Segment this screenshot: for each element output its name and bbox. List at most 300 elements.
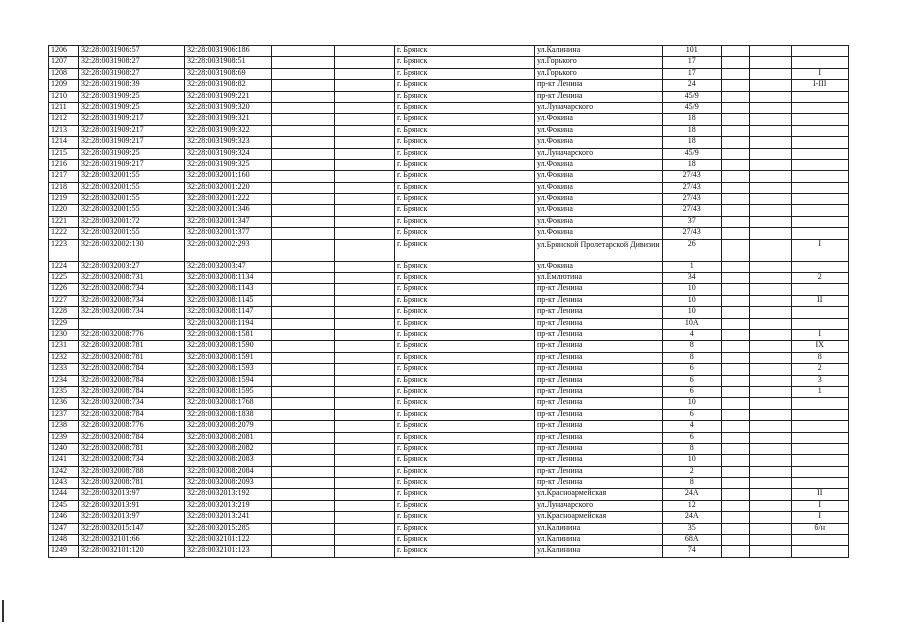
street-cell: ул.Луначарского — [535, 102, 663, 113]
table-row — [49, 102, 849, 113]
object-cadastral-number-cell: 32:28:0031909:322 — [185, 125, 272, 136]
row-number-cell: 1210 — [49, 91, 79, 102]
empty-cell — [721, 489, 749, 500]
premises-number-cell — [791, 171, 848, 182]
empty-cell — [335, 398, 395, 409]
row-number-cell: 1232 — [49, 352, 79, 363]
row-number-cell: 1235 — [49, 386, 79, 397]
empty-cell — [335, 148, 395, 159]
empty-cell — [335, 329, 395, 340]
street-cell: ул.Фокина — [535, 114, 663, 125]
object-cadastral-number-cell: 32:28:0032008:1593 — [185, 364, 272, 375]
row-number-cell: 1213 — [49, 125, 79, 136]
parcel-cadastral-number-cell: 32:28:0032008:784 — [79, 364, 185, 375]
city-cell: г. Брянск — [395, 375, 535, 386]
empty-cell — [272, 125, 335, 136]
premises-number-cell: 3 — [791, 375, 848, 386]
empty-cell — [272, 205, 335, 216]
table-row — [49, 194, 849, 205]
row-number-cell: 1227 — [49, 295, 79, 306]
empty-cell — [272, 546, 335, 557]
parcel-cadastral-number-cell: 32:28:0032008:731 — [79, 273, 185, 284]
premises-number-cell — [791, 443, 848, 454]
street-cell: ул.Фокина — [535, 216, 663, 227]
empty-cell — [272, 91, 335, 102]
empty-cell — [272, 102, 335, 113]
empty-cell — [335, 80, 395, 91]
object-cadastral-number-cell: 32:28:0031908:82 — [185, 80, 272, 91]
empty-cell — [272, 421, 335, 432]
city-cell: г. Брянск — [395, 466, 535, 477]
premises-number-cell — [791, 148, 848, 159]
object-cadastral-number-cell: 32:28:0032008:1591 — [185, 352, 272, 363]
house-number-cell: 8 — [662, 341, 721, 352]
empty-cell — [749, 261, 791, 272]
empty-cell — [335, 57, 395, 68]
city-cell: г. Брянск — [395, 489, 535, 500]
empty-cell — [272, 535, 335, 546]
register-sheet — [48, 45, 849, 558]
premises-number-cell — [791, 398, 848, 409]
table-row — [49, 57, 849, 68]
street-cell: ул.Фокина — [535, 137, 663, 148]
table-row — [49, 284, 849, 295]
row-number-cell: 1219 — [49, 194, 79, 205]
object-cadastral-number-cell: 32:28:0032008:1147 — [185, 307, 272, 318]
object-cadastral-number-cell: 32:28:0032008:2081 — [185, 432, 272, 443]
empty-cell — [272, 523, 335, 534]
parcel-cadastral-number-cell: 32:28:0031909:25 — [79, 102, 185, 113]
empty-cell — [272, 512, 335, 523]
premises-number-cell — [791, 228, 848, 239]
house-number-cell: 27/43 — [662, 171, 721, 182]
row-number-cell: 1241 — [49, 455, 79, 466]
empty-cell — [335, 46, 395, 57]
parcel-cadastral-number-cell: 32:28:0032013:91 — [79, 500, 185, 511]
empty-cell — [335, 364, 395, 375]
street-cell: ул.Фокина — [535, 171, 663, 182]
premises-number-cell — [791, 57, 848, 68]
empty-cell — [721, 341, 749, 352]
empty-cell — [335, 261, 395, 272]
object-cadastral-number-cell: 32:28:0032001:220 — [185, 182, 272, 193]
street-cell: пр-кт Ленина — [535, 284, 663, 295]
empty-cell — [749, 125, 791, 136]
empty-cell — [272, 261, 335, 272]
parcel-cadastral-number-cell: 32:28:0031909:217 — [79, 137, 185, 148]
empty-cell — [749, 341, 791, 352]
table-row — [49, 409, 849, 420]
empty-cell — [272, 352, 335, 363]
premises-number-cell — [791, 409, 848, 420]
premises-number-cell: б/н — [791, 523, 848, 534]
empty-cell — [721, 546, 749, 557]
street-cell: ул.Луначарского — [535, 500, 663, 511]
house-number-cell: 18 — [662, 114, 721, 125]
empty-cell — [335, 137, 395, 148]
row-number-cell: 1208 — [49, 68, 79, 79]
empty-cell — [749, 205, 791, 216]
city-cell: г. Брянск — [395, 535, 535, 546]
empty-cell — [749, 194, 791, 205]
city-cell: г. Брянск — [395, 80, 535, 91]
premises-number-cell — [791, 137, 848, 148]
street-cell: ул.Фокина — [535, 205, 663, 216]
empty-cell — [272, 68, 335, 79]
empty-cell — [721, 364, 749, 375]
city-cell: г. Брянск — [395, 284, 535, 295]
object-cadastral-number-cell: 32:28:0032013:241 — [185, 512, 272, 523]
empty-cell — [335, 489, 395, 500]
object-cadastral-number-cell: 32:28:0032003:47 — [185, 261, 272, 272]
empty-cell — [721, 80, 749, 91]
empty-cell — [272, 239, 335, 261]
empty-cell — [721, 102, 749, 113]
city-cell: г. Брянск — [395, 523, 535, 534]
empty-cell — [749, 329, 791, 340]
empty-cell — [749, 489, 791, 500]
parcel-cadastral-number-cell: 32:28:0032001:55 — [79, 182, 185, 193]
premises-number-cell — [791, 318, 848, 329]
table-row — [49, 273, 849, 284]
empty-cell — [272, 273, 335, 284]
table-row — [49, 91, 849, 102]
empty-cell — [721, 114, 749, 125]
empty-cell — [749, 307, 791, 318]
house-number-cell: 8 — [662, 443, 721, 454]
premises-number-cell — [791, 125, 848, 136]
parcel-cadastral-number-cell: 32:28:0032013:97 — [79, 512, 185, 523]
empty-cell — [335, 318, 395, 329]
empty-cell — [721, 466, 749, 477]
row-number-cell: 1237 — [49, 409, 79, 420]
house-number-cell: 24А — [662, 489, 721, 500]
house-number-cell: 18 — [662, 159, 721, 170]
city-cell: г. Брянск — [395, 261, 535, 272]
house-number-cell: 18 — [662, 125, 721, 136]
house-number-cell: 10 — [662, 284, 721, 295]
street-cell: пр-кт Ленина — [535, 80, 663, 91]
table-row — [49, 535, 849, 546]
empty-cell — [272, 443, 335, 454]
row-number-cell: 1225 — [49, 273, 79, 284]
premises-number-cell — [791, 466, 848, 477]
empty-cell — [721, 239, 749, 261]
empty-cell — [335, 171, 395, 182]
house-number-cell: 27/43 — [662, 194, 721, 205]
premises-number-cell: II — [791, 295, 848, 306]
empty-cell — [272, 171, 335, 182]
empty-cell — [721, 375, 749, 386]
street-cell: пр-кт Ленина — [535, 398, 663, 409]
object-cadastral-number-cell: 32:28:0032101:123 — [185, 546, 272, 557]
premises-number-cell: 1 — [791, 386, 848, 397]
city-cell: г. Брянск — [395, 341, 535, 352]
city-cell: г. Брянск — [395, 159, 535, 170]
row-number-cell: 1223 — [49, 239, 79, 261]
table-row — [49, 512, 849, 523]
object-cadastral-number-cell: 32:28:0031909:323 — [185, 137, 272, 148]
premises-number-cell — [791, 261, 848, 272]
premises-number-cell — [791, 159, 848, 170]
empty-cell — [335, 512, 395, 523]
street-cell: пр-кт Ленина — [535, 432, 663, 443]
object-cadastral-number-cell: 32:28:0032008:1145 — [185, 295, 272, 306]
premises-number-cell — [791, 216, 848, 227]
row-number-cell: 1218 — [49, 182, 79, 193]
object-cadastral-number-cell: 32:28:0032015:285 — [185, 523, 272, 534]
city-cell: г. Брянск — [395, 386, 535, 397]
object-cadastral-number-cell: 32:28:0032001:160 — [185, 171, 272, 182]
city-cell: г. Брянск — [395, 194, 535, 205]
parcel-cadastral-number-cell: 32:28:0032015:147 — [79, 523, 185, 534]
empty-cell — [335, 535, 395, 546]
house-number-cell: 10 — [662, 295, 721, 306]
empty-cell — [749, 80, 791, 91]
city-cell: г. Брянск — [395, 68, 535, 79]
table-row — [49, 329, 849, 340]
table-row — [49, 171, 849, 182]
empty-cell — [335, 455, 395, 466]
city-cell: г. Брянск — [395, 398, 535, 409]
empty-cell — [335, 523, 395, 534]
city-cell: г. Брянск — [395, 228, 535, 239]
empty-cell — [272, 307, 335, 318]
empty-cell — [335, 239, 395, 261]
parcel-cadastral-number-cell: 32:28:0032101:66 — [79, 535, 185, 546]
city-cell: г. Брянск — [395, 329, 535, 340]
row-number-cell: 1229 — [49, 318, 79, 329]
house-number-cell: 6 — [662, 409, 721, 420]
table-row — [49, 295, 849, 306]
premises-number-cell: I — [791, 500, 848, 511]
empty-cell — [749, 171, 791, 182]
empty-cell — [335, 205, 395, 216]
parcel-cadastral-number-cell: 32:28:0032001:55 — [79, 194, 185, 205]
empty-cell — [335, 68, 395, 79]
house-number-cell: 6 — [662, 375, 721, 386]
object-cadastral-number-cell: 32:28:0031909:221 — [185, 91, 272, 102]
empty-cell — [749, 284, 791, 295]
street-cell: ул.Фокина — [535, 228, 663, 239]
street-cell: пр-кт Ленина — [535, 91, 663, 102]
table-row — [49, 364, 849, 375]
empty-cell — [749, 421, 791, 432]
empty-cell — [335, 216, 395, 227]
empty-cell — [272, 159, 335, 170]
city-cell: г. Брянск — [395, 307, 535, 318]
empty-cell — [272, 398, 335, 409]
empty-cell — [272, 114, 335, 125]
empty-cell — [721, 386, 749, 397]
table-row — [49, 239, 849, 261]
empty-cell — [721, 91, 749, 102]
row-number-cell: 1221 — [49, 216, 79, 227]
scan-edge-mark — [2, 600, 4, 622]
street-cell: ул.Калинина — [535, 546, 663, 557]
house-number-cell: 17 — [662, 57, 721, 68]
parcel-cadastral-number-cell: 32:28:0032008:781 — [79, 352, 185, 363]
empty-cell — [749, 546, 791, 557]
empty-cell — [721, 273, 749, 284]
empty-cell — [749, 352, 791, 363]
object-cadastral-number-cell: 32:28:0032008:1590 — [185, 341, 272, 352]
premises-number-cell: 8 — [791, 352, 848, 363]
empty-cell — [721, 137, 749, 148]
parcel-cadastral-number-cell: 32:28:0032002:130 — [79, 239, 185, 261]
parcel-cadastral-number-cell: 32:28:0031909:25 — [79, 91, 185, 102]
city-cell: г. Брянск — [395, 273, 535, 284]
table-row — [49, 421, 849, 432]
house-number-cell: 10А — [662, 318, 721, 329]
premises-number-cell: 2 — [791, 273, 848, 284]
street-cell: пр-кт Ленина — [535, 341, 663, 352]
row-number-cell: 1249 — [49, 546, 79, 557]
premises-number-cell: I-III — [791, 80, 848, 91]
empty-cell — [749, 114, 791, 125]
empty-cell — [335, 273, 395, 284]
row-number-cell: 1248 — [49, 535, 79, 546]
parcel-cadastral-number-cell: 32:28:0032008:784 — [79, 409, 185, 420]
empty-cell — [749, 523, 791, 534]
street-cell: пр-кт Ленина — [535, 364, 663, 375]
street-cell: пр-кт Ленина — [535, 443, 663, 454]
empty-cell — [721, 535, 749, 546]
parcel-cadastral-number-cell: 32:28:0032008:734 — [79, 398, 185, 409]
empty-cell — [749, 68, 791, 79]
city-cell: г. Брянск — [395, 125, 535, 136]
parcel-cadastral-number-cell: 32:28:0032001:55 — [79, 205, 185, 216]
street-cell: пр-кт Ленина — [535, 386, 663, 397]
empty-cell — [272, 318, 335, 329]
row-number-cell: 1224 — [49, 261, 79, 272]
empty-cell — [272, 386, 335, 397]
row-number-cell: 1214 — [49, 137, 79, 148]
street-cell: ул.Фокина — [535, 159, 663, 170]
premises-number-cell — [791, 194, 848, 205]
object-cadastral-number-cell: 32:28:0031906:186 — [185, 46, 272, 57]
empty-cell — [335, 500, 395, 511]
house-number-cell: 37 — [662, 216, 721, 227]
parcel-cadastral-number-cell: 32:28:0032008:734 — [79, 295, 185, 306]
street-cell: пр-кт Ленина — [535, 466, 663, 477]
empty-cell — [272, 489, 335, 500]
city-cell: г. Брянск — [395, 364, 535, 375]
empty-cell — [721, 455, 749, 466]
empty-cell — [335, 284, 395, 295]
object-cadastral-number-cell: 32:28:0032013:219 — [185, 500, 272, 511]
empty-cell — [749, 102, 791, 113]
street-cell: ул.Горького — [535, 68, 663, 79]
empty-cell — [272, 364, 335, 375]
parcel-cadastral-number-cell: 32:28:0031909:217 — [79, 159, 185, 170]
object-cadastral-number-cell: 32:28:0032101:122 — [185, 535, 272, 546]
table-row — [49, 205, 849, 216]
row-number-cell: 1230 — [49, 329, 79, 340]
empty-cell — [749, 295, 791, 306]
parcel-cadastral-number-cell: 32:28:0032008:734 — [79, 284, 185, 295]
row-number-cell: 1238 — [49, 421, 79, 432]
parcel-cadastral-number-cell: 32:28:0032008:781 — [79, 478, 185, 489]
parcel-cadastral-number-cell: 32:28:0032001:55 — [79, 228, 185, 239]
table-row — [49, 500, 849, 511]
parcel-cadastral-number-cell — [79, 318, 185, 329]
object-cadastral-number-cell: 32:28:0031908:51 — [185, 57, 272, 68]
empty-cell — [721, 228, 749, 239]
empty-cell — [335, 91, 395, 102]
house-number-cell: 6 — [662, 432, 721, 443]
empty-cell — [721, 409, 749, 420]
table-row — [49, 443, 849, 454]
empty-cell — [721, 352, 749, 363]
house-number-cell: 17 — [662, 68, 721, 79]
table-row — [49, 68, 849, 79]
house-number-cell: 26 — [662, 239, 721, 261]
table-row — [49, 46, 849, 57]
house-number-cell: 8 — [662, 478, 721, 489]
empty-cell — [749, 512, 791, 523]
house-number-cell: 2 — [662, 466, 721, 477]
object-cadastral-number-cell: 32:28:0032008:1581 — [185, 329, 272, 340]
city-cell: г. Брянск — [395, 512, 535, 523]
city-cell: г. Брянск — [395, 432, 535, 443]
row-number-cell: 1233 — [49, 364, 79, 375]
object-cadastral-number-cell: 32:28:0032008:1768 — [185, 398, 272, 409]
table-row — [49, 159, 849, 170]
empty-cell — [272, 284, 335, 295]
empty-cell — [335, 375, 395, 386]
empty-cell — [721, 68, 749, 79]
empty-cell — [335, 102, 395, 113]
parcel-cadastral-number-cell: 32:28:0032008:734 — [79, 455, 185, 466]
row-number-cell: 1217 — [49, 171, 79, 182]
parcel-cadastral-number-cell: 32:28:0032008:776 — [79, 329, 185, 340]
premises-number-cell — [791, 284, 848, 295]
street-cell: ул.Фокина — [535, 182, 663, 193]
row-number-cell: 1240 — [49, 443, 79, 454]
parcel-cadastral-number-cell: 32:28:0032008:781 — [79, 341, 185, 352]
table-row — [49, 341, 849, 352]
row-number-cell: 1206 — [49, 46, 79, 57]
empty-cell — [749, 318, 791, 329]
premises-number-cell — [791, 182, 848, 193]
row-number-cell: 1226 — [49, 284, 79, 295]
house-number-cell: 10 — [662, 455, 721, 466]
street-cell: пр-кт Ленина — [535, 318, 663, 329]
street-cell: ул.Фокина — [535, 194, 663, 205]
empty-cell — [272, 137, 335, 148]
house-number-cell: 4 — [662, 329, 721, 340]
city-cell: г. Брянск — [395, 500, 535, 511]
empty-cell — [749, 57, 791, 68]
row-number-cell: 1222 — [49, 228, 79, 239]
empty-cell — [721, 523, 749, 534]
house-number-cell: 45/9 — [662, 148, 721, 159]
city-cell: г. Брянск — [395, 216, 535, 227]
row-number-cell: 1242 — [49, 466, 79, 477]
empty-cell — [335, 307, 395, 318]
object-cadastral-number-cell: 32:28:0032001:347 — [185, 216, 272, 227]
empty-cell — [272, 341, 335, 352]
empty-cell — [335, 466, 395, 477]
parcel-cadastral-number-cell: 32:28:0032001:72 — [79, 216, 185, 227]
house-number-cell: 6 — [662, 364, 721, 375]
table-row — [49, 114, 849, 125]
parcel-cadastral-number-cell: 32:28:0032001:55 — [79, 171, 185, 182]
table-row — [49, 398, 849, 409]
parcel-cadastral-number-cell: 32:28:0032008:734 — [79, 307, 185, 318]
empty-cell — [335, 182, 395, 193]
